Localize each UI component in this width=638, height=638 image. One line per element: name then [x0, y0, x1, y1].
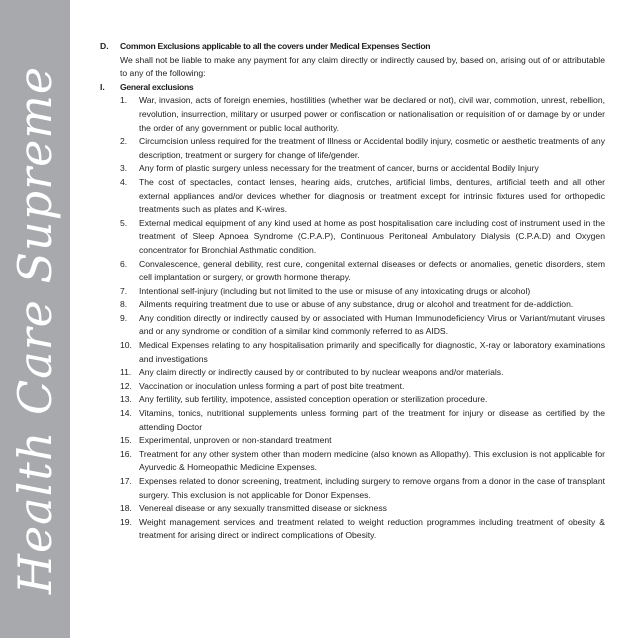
exclusion-text: Vitamins, tonics, nutritional supplements unless forming part of the treatment for injury or disease as certified by the attending Doctor [139, 408, 605, 432]
exclusion-item [120, 448, 605, 475]
document-content [100, 40, 605, 543]
exclusion-text: External medical equipment of any kind used at home as post hospitalisation care including cost of instrument used in the treatment of Sleep Apnoea Syndrome (C.P.A.P), Continuous Peritoneal Ambulatory Dialysis (C.P.A.D) and Oxygen concentrator for Bronchial Asthmatic condition. [139, 217, 605, 255]
exclusion-text: The cost of spectacles, contact lenses, hearing aids, crutches, artificial limbs, dentures, artificial teeth and all other external appliances and/or devices whether for diagnosis or treatment except for intrinsic fixtures used for orthopedic treatments such as plates and K-wires. [139, 176, 605, 215]
exclusion-number: 2. [120, 136, 128, 147]
exclusion-number: 7. [120, 285, 128, 296]
exclusion-number: 11. [120, 367, 132, 378]
section-intro: We shall not be liable to make any payment for any claim directly or indirectly caused by, based on, arising out of or attributable to any of the following: [120, 54, 605, 79]
exclusion-text: Intentional self-injury (including but not limited to the use or misuse of any intoxicating drugs or alcohol) [139, 285, 531, 296]
exclusion-number: 18. [120, 503, 132, 514]
exclusion-text: Experimental, unproven or non-standard treatment [139, 435, 332, 446]
exclusion-text: War, invasion, acts of foreign enemies, hostilities (whether war be declared or not), civil war, commotion, unrest, rebellion, revolution, insurrection, military or usurped power or confiscation or nationalisation or requisition of or damage by or under the order of any government or public local authority. [139, 95, 605, 133]
general-label: I. [100, 81, 105, 92]
exclusion-item [120, 339, 605, 366]
sidebar-band [0, 0, 70, 638]
exclusion-item [120, 366, 605, 380]
exclusion-item [120, 502, 605, 516]
exclusion-item [120, 285, 605, 299]
exclusion-item [120, 393, 605, 407]
exclusion-item [120, 312, 605, 339]
exclusion-text: Circumcision unless required for the treatment of Illness or Accidental bodily injury, cosmetic or aesthetic treatments of any description, treatment or surgery for change of life/gender. [139, 136, 605, 160]
exclusion-number: 17. [120, 476, 132, 486]
exclusion-text: Medical Expenses relating to any hospitalisation primarily and specifically for diagnostic, X-ray or laboratory examinations and investigations [139, 340, 605, 364]
sidebar-title: Health Care Supreme [8, 65, 62, 595]
exclusion-text: Weight management services and treatment related to weight reduction programmes including treatment of obesity & treatment for arising direct or indirect complications of Obesity. [139, 516, 605, 541]
exclusion-text: Expenses related to donor screening, treatment, including surgery to remove organs from a donor in the case of transplant surgery. This exclusion is not applicable for Donor Expenses. [139, 476, 605, 500]
exclusion-item [120, 135, 605, 162]
exclusion-text: Any form of plastic surgery unless necessary for the treatment of cancer, burns or accidental Bodily Injury [139, 163, 539, 174]
exclusion-text: Treatment for any other system other than modern medicine (also known as Allopathy). This exclusion is not applicable for Ayurvedic & Homeopathic Medicine Expenses. [139, 448, 605, 473]
exclusion-text: Vaccination or inoculation unless forming a part of post bite treatment. [139, 380, 405, 391]
exclusion-item [120, 162, 605, 176]
exclusion-number: 4. [120, 176, 128, 187]
exclusion-number: 10. [120, 340, 132, 351]
exclusion-item [120, 380, 605, 394]
exclusion-number: 19. [120, 516, 132, 527]
exclusion-text: Ailments requiring treatment due to use or abuse of any substance, drug or alcohol and treatment for de-addiction. [139, 299, 574, 310]
exclusion-text: Venereal disease or any sexually transmitted disease or sickness [139, 503, 387, 514]
exclusion-number: 3. [120, 163, 128, 174]
exclusion-item [120, 407, 605, 434]
exclusion-number: 8. [120, 299, 128, 310]
exclusion-number: 1. [120, 95, 128, 106]
exclusion-number: 15. [120, 435, 132, 446]
exclusion-text: Any condition directly or indirectly caused by or associated with Human Immunodeficiency Virus or Variant/mutant viruses and or any syndrome or condition of a similar kind commonly referred to as AIDS. [139, 312, 605, 337]
exclusion-item [120, 176, 605, 217]
exclusion-list [100, 94, 605, 543]
exclusion-text: Any claim directly or indirectly caused by or contributed to by nuclear weapons and/or materials. [139, 367, 504, 378]
exclusion-text: Any fertility, sub fertility, impotence, assisted conception operation or sterilization procedure. [139, 394, 488, 405]
exclusion-item [120, 94, 605, 135]
exclusion-number: 5. [120, 217, 128, 228]
general-heading-row [100, 81, 605, 95]
exclusion-number: 6. [120, 258, 128, 269]
exclusion-number: 9. [120, 312, 128, 323]
exclusion-number: 14. [120, 408, 132, 419]
exclusion-item [120, 217, 605, 258]
exclusion-number: 12. [120, 380, 132, 391]
exclusion-item [120, 516, 605, 543]
exclusion-number: 16. [120, 448, 132, 459]
exclusion-item [120, 258, 605, 285]
section-label: D. [100, 41, 109, 51]
section-heading: Common Exclusions applicable to all the covers under Medical Expenses Section [120, 41, 431, 51]
general-heading: General exclusions [120, 81, 194, 92]
exclusion-number: 13. [120, 394, 132, 405]
exclusion-item [120, 434, 605, 448]
section-heading-row [100, 40, 605, 54]
exclusion-item [120, 298, 605, 312]
exclusion-item [120, 475, 605, 502]
exclusion-text: Convalescence, general debility, rest cure, congenital external diseases or defects or anomalies, genetic disorders, stem cell implantation or surgery, or growth hormone therapy. [139, 258, 605, 283]
